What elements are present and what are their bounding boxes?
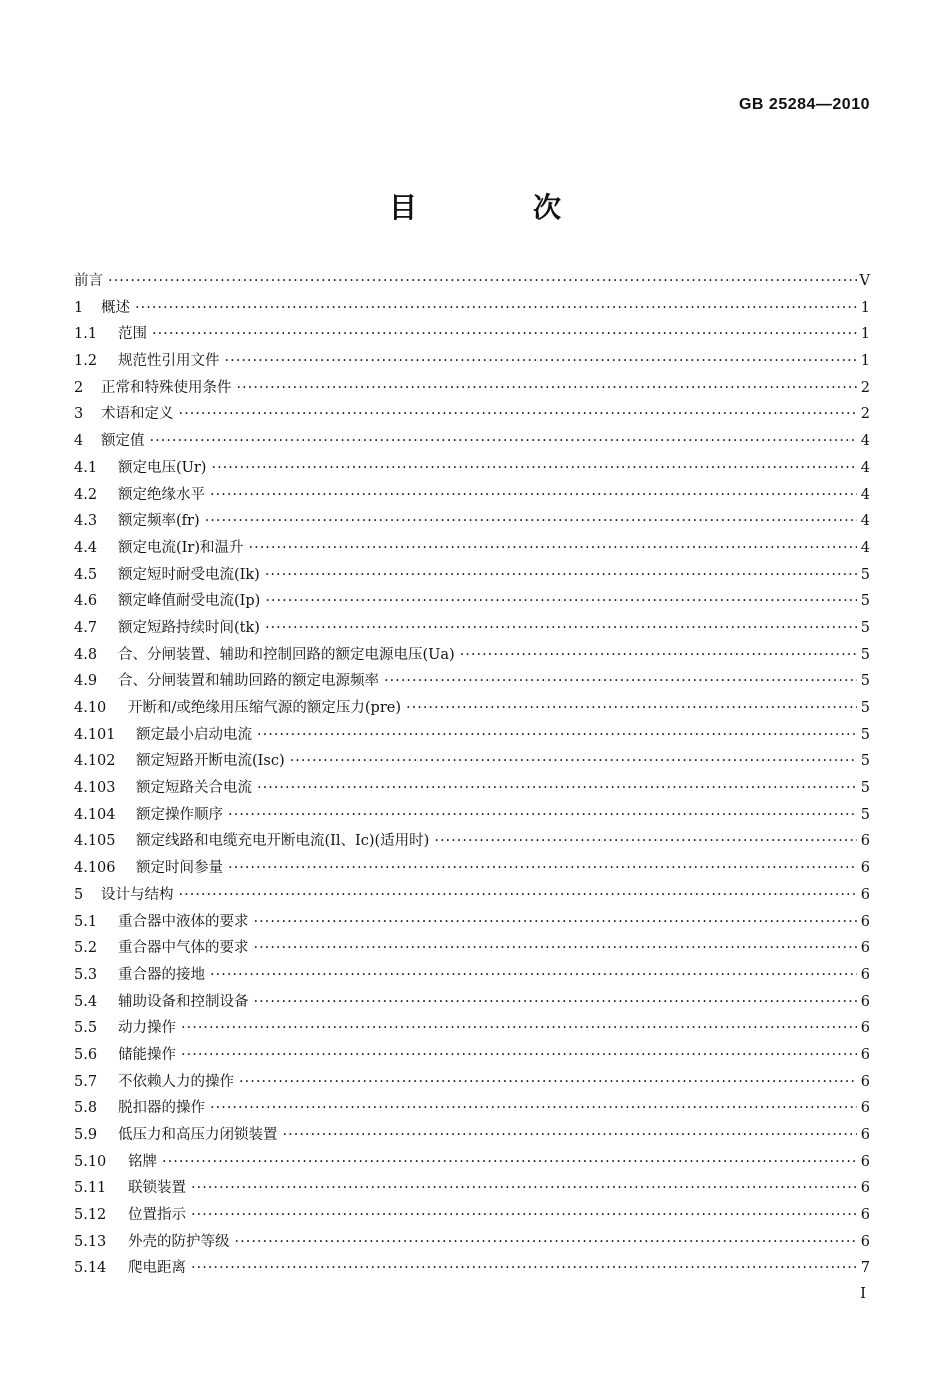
- toc-entry[interactable]: [74, 1175, 870, 1202]
- toc-entry-title: 联锁装置: [128, 1180, 186, 1197]
- toc-entry-title: 额定频率(fr): [118, 513, 200, 530]
- toc-entry[interactable]: [74, 401, 870, 428]
- toc-entry[interactable]: [74, 428, 870, 455]
- toc-entry-page: 6: [860, 1046, 870, 1063]
- toc-entry-number: 4.102: [74, 753, 116, 770]
- toc-entry[interactable]: [74, 1095, 870, 1122]
- toc-entry-number: 1.1: [74, 326, 98, 343]
- toc-entry-number: 4.2: [74, 486, 98, 503]
- toc-entry-page: 1: [860, 299, 870, 316]
- toc-entry-page: 2: [860, 379, 870, 396]
- toc-entry-page: 6: [860, 940, 870, 957]
- toc-entry-number: 5.13: [74, 1233, 107, 1250]
- toc-entry-title: 辅助设备和控制设备: [118, 993, 249, 1010]
- toc-entry[interactable]: [74, 535, 870, 562]
- toc-leader-dots: [135, 295, 857, 322]
- toc-entry[interactable]: [74, 855, 870, 882]
- toc-entry-page: 6: [860, 913, 870, 930]
- toc-entry-title: 动力操作: [118, 1020, 176, 1037]
- toc-entry-title: 位置指示: [128, 1207, 186, 1224]
- toc-entry-number: 1: [74, 299, 84, 316]
- toc-entry[interactable]: [74, 642, 870, 669]
- toc-entry-title: 额定短时耐受电流(Ik): [118, 566, 260, 583]
- toc-entry-page: 6: [860, 860, 870, 877]
- toc-leader-dots: [211, 455, 857, 482]
- toc-entry-title: 额定短路关合电流: [136, 780, 252, 797]
- toc-leader-dots: [254, 935, 858, 962]
- toc-entry-page: 5: [860, 566, 870, 583]
- toc-entry-title: 铭牌: [128, 1153, 157, 1170]
- toc-entry-title: 额定短路持续时间(tk): [118, 619, 260, 636]
- toc-leader-dots: [283, 1122, 858, 1149]
- toc-entry-number: 4: [74, 433, 84, 450]
- toc-entry-page: 1: [860, 353, 870, 370]
- toc-leader-dots: [179, 882, 858, 909]
- toc-entry-title: 规范性引用文件: [118, 353, 220, 370]
- toc-entry[interactable]: [74, 615, 870, 642]
- toc-entry-page: 5: [860, 780, 870, 797]
- toc-entry-title: 额定值: [101, 433, 145, 450]
- toc-entry-number: 4.101: [74, 726, 116, 743]
- toc-entry-number: 5.1: [74, 913, 98, 930]
- toc-entry-page: 5: [860, 646, 870, 663]
- toc-entry-number: 4.105: [74, 833, 116, 850]
- toc-leader-dots: [181, 1042, 857, 1069]
- toc-entry-page: 6: [860, 833, 870, 850]
- toc-entry-title: 额定最小启动电流: [136, 726, 252, 743]
- toc-entry-page: 4: [860, 539, 870, 556]
- toc-entry[interactable]: [74, 321, 870, 348]
- toc-entry[interactable]: [74, 1202, 870, 1229]
- toc-leader-dots: [150, 428, 858, 455]
- toc-entry-title: 前言: [74, 273, 103, 289]
- toc-entry-number: 2: [74, 379, 84, 396]
- toc-leader-dots: [210, 1095, 857, 1122]
- toc-entry-title: 正常和特殊使用条件: [101, 379, 232, 396]
- toc-entry[interactable]: [74, 1015, 870, 1042]
- toc-entry-number: 4.104: [74, 806, 116, 823]
- toc-leader-dots: [210, 482, 857, 509]
- toc-entry-page: 6: [860, 1180, 870, 1197]
- toc-entry-page: 6: [860, 1153, 870, 1170]
- toc-entry-title: 额定峰值耐受电流(Ip): [118, 593, 261, 610]
- toc-entry-page: 6: [860, 1127, 870, 1143]
- toc-leader-dots: [248, 535, 857, 562]
- toc-leader-dots: [191, 1202, 857, 1229]
- toc-leader-dots: [265, 615, 857, 642]
- toc-entry[interactable]: [74, 588, 870, 615]
- toc-entry-number: 5: [74, 886, 84, 903]
- toc-entry-number: 4.6: [74, 593, 98, 610]
- toc-leader-dots: [191, 1175, 857, 1202]
- toc-entry-number: 4.1: [74, 459, 98, 476]
- toc-title: 目 次: [388, 191, 605, 224]
- toc-entry-page: 2: [860, 406, 870, 423]
- toc-entry-page: 4: [860, 433, 870, 450]
- toc-entry-number: 4.4: [74, 539, 98, 556]
- toc-entry-page: 4: [860, 459, 870, 476]
- toc-entry-title: 额定短路开断电流(Isc): [136, 753, 285, 770]
- toc-entry[interactable]: [74, 989, 870, 1016]
- toc-leader-dots: [228, 855, 857, 882]
- toc-entry-title: 术语和定义: [101, 406, 174, 423]
- toc-leader-dots: [290, 748, 857, 775]
- toc-entry-title: 外壳的防护等级: [128, 1233, 230, 1250]
- toc-entry[interactable]: [74, 1069, 870, 1096]
- toc-entry-page: 5: [860, 673, 870, 690]
- toc-entry-page: 5: [860, 806, 870, 823]
- toc-entry-page: 4: [860, 513, 870, 530]
- toc-entry-title: 额定线路和电缆充电开断电流(Il、Ic)(适用时): [136, 833, 430, 850]
- toc-entry-page: 6: [860, 1100, 870, 1117]
- toc-entry-title: 重合器的接地: [118, 966, 205, 983]
- toc-entry[interactable]: [74, 1149, 870, 1176]
- toc-entry-title: 额定时间参量: [136, 860, 223, 877]
- toc-entry[interactable]: [74, 748, 870, 775]
- toc-entry-title: 低压力和高压力闭锁装置: [118, 1127, 278, 1143]
- toc-entry[interactable]: [74, 828, 870, 855]
- toc-entry-page: 6: [860, 1020, 870, 1037]
- toc-entry-number: 5.14: [74, 1260, 107, 1277]
- toc-entry-number: 4.5: [74, 566, 98, 583]
- toc-entry[interactable]: [74, 1255, 870, 1282]
- toc-leader-dots: [108, 268, 857, 295]
- toc-entry[interactable]: [74, 562, 870, 589]
- toc-entry-number: 5.6: [74, 1046, 98, 1063]
- toc-entry-page: 6: [860, 993, 870, 1010]
- toc-leader-dots: [228, 802, 857, 829]
- toc-entry-number: 3: [74, 406, 84, 423]
- standard-code: GB 25284—2010: [738, 96, 870, 113]
- table-of-contents: [74, 268, 870, 1282]
- toc-entry[interactable]: [74, 455, 870, 482]
- toc-leader-dots: [406, 695, 857, 722]
- toc-leader-dots: [265, 588, 857, 615]
- toc-entry[interactable]: [74, 775, 870, 802]
- toc-entry[interactable]: [74, 1229, 870, 1256]
- toc-entry-number: 4.106: [74, 860, 116, 877]
- toc-entry[interactable]: [74, 375, 870, 402]
- toc-entry-page: 6: [860, 1233, 870, 1250]
- toc-entry[interactable]: [74, 695, 870, 722]
- toc-entry-title: 合、分闸装置和辅助回路的额定电源频率: [118, 673, 379, 690]
- toc-entry-page: 1: [860, 326, 870, 343]
- toc-entry[interactable]: [74, 802, 870, 829]
- toc-entry-title: 合、分闸装置、辅助和控制回路的额定电源电压(Ua): [118, 646, 455, 663]
- toc-entry-number: 5.9: [74, 1127, 98, 1143]
- toc-entry-title: 开断和/或绝缘用压缩气源的额定压力(pre): [128, 700, 401, 716]
- toc-entry-number: 5.2: [74, 940, 98, 957]
- toc-entry[interactable]: [74, 935, 870, 962]
- toc-leader-dots: [254, 909, 858, 936]
- toc-entry-title: 概述: [101, 299, 130, 316]
- toc-entry-title: 额定操作顺序: [136, 806, 223, 823]
- toc-leader-dots: [265, 562, 857, 589]
- toc-entry-number: 5.10: [74, 1153, 107, 1170]
- toc-entry-page: 5: [860, 593, 870, 610]
- toc-entry-title: 额定绝缘水平: [118, 486, 205, 503]
- toc-leader-dots: [257, 722, 857, 749]
- toc-leader-dots: [239, 1069, 857, 1096]
- toc-entry[interactable]: [74, 962, 870, 989]
- toc-entry-page: V: [859, 273, 870, 289]
- toc-leader-dots: [179, 401, 858, 428]
- toc-entry-page: 6: [860, 1207, 870, 1224]
- toc-entry-title: 脱扣器的操作: [118, 1100, 205, 1117]
- toc-entry[interactable]: [74, 295, 870, 322]
- toc-entry[interactable]: [74, 482, 870, 509]
- toc-entry[interactable]: [74, 882, 870, 909]
- toc-entry-page: 6: [860, 966, 870, 983]
- toc-leader-dots: [181, 1015, 857, 1042]
- toc-entry-title: 额定电流(Ir)和温升: [118, 539, 244, 556]
- page-number: I: [860, 1284, 866, 1302]
- toc-leader-dots: [191, 1255, 857, 1282]
- toc-entry-title: 额定电压(Ur): [118, 459, 207, 476]
- toc-leader-dots: [210, 962, 857, 989]
- toc-entry-title: 重合器中液体的要求: [118, 913, 249, 930]
- toc-entry-number: 4.9: [74, 673, 98, 690]
- toc-leader-dots: [384, 668, 857, 695]
- toc-entry-title: 设计与结构: [101, 886, 174, 903]
- toc-leader-dots: [434, 828, 857, 855]
- toc-entry-title: 爬电距离: [128, 1260, 186, 1277]
- toc-leader-dots: [162, 1149, 857, 1176]
- toc-entry[interactable]: [74, 508, 870, 535]
- toc-entry-title: 储能操作: [118, 1046, 176, 1063]
- toc-entry-number: 4.8: [74, 646, 98, 663]
- toc-entry-number: 5.3: [74, 966, 98, 983]
- toc-leader-dots: [205, 508, 857, 535]
- toc-leader-dots: [257, 775, 857, 802]
- toc-entry-number: 5.11: [74, 1180, 107, 1197]
- toc-entry-page: 6: [860, 1073, 870, 1090]
- toc-entry-number: 4.103: [74, 780, 116, 797]
- toc-entry-page: 7: [860, 1260, 870, 1277]
- toc-leader-dots: [254, 989, 858, 1016]
- toc-entry[interactable]: [74, 348, 870, 375]
- toc-entry-number: 5.8: [74, 1100, 98, 1117]
- toc-entry[interactable]: [74, 1042, 870, 1069]
- toc-leader-dots: [460, 642, 857, 669]
- toc-entry-page: 6: [860, 886, 870, 903]
- toc-entry-title: 范围: [118, 326, 147, 343]
- toc-entry-number: 5.4: [74, 993, 98, 1010]
- toc-leader-dots: [235, 1229, 858, 1256]
- toc-entry[interactable]: [74, 722, 870, 749]
- toc-entry-page: 4: [860, 486, 870, 503]
- toc-entry-title: 不依赖人力的操作: [118, 1073, 234, 1090]
- toc-leader-dots: [225, 348, 858, 375]
- toc-entry[interactable]: [74, 668, 870, 695]
- toc-entry-number: 4.7: [74, 619, 98, 636]
- toc-entry-page: 5: [860, 753, 870, 770]
- toc-entry[interactable]: [74, 268, 870, 295]
- toc-entry-number: 4.3: [74, 513, 98, 530]
- toc-entry-number: 5.7: [74, 1073, 98, 1090]
- toc-entry-page: 5: [860, 726, 870, 743]
- toc-entry-title: 重合器中气体的要求: [118, 940, 249, 957]
- toc-entry-number: 5.5: [74, 1020, 98, 1037]
- toc-entry[interactable]: [74, 1122, 870, 1149]
- toc-leader-dots: [237, 375, 858, 402]
- toc-entry-number: 1.2: [74, 353, 98, 370]
- toc-entry-number: 5.12: [74, 1207, 107, 1224]
- toc-entry[interactable]: [74, 909, 870, 936]
- toc-entry-number: 4.10: [74, 700, 107, 716]
- toc-entry-page: 5: [860, 700, 870, 716]
- toc-leader-dots: [152, 321, 857, 348]
- toc-entry-page: 5: [860, 619, 870, 636]
